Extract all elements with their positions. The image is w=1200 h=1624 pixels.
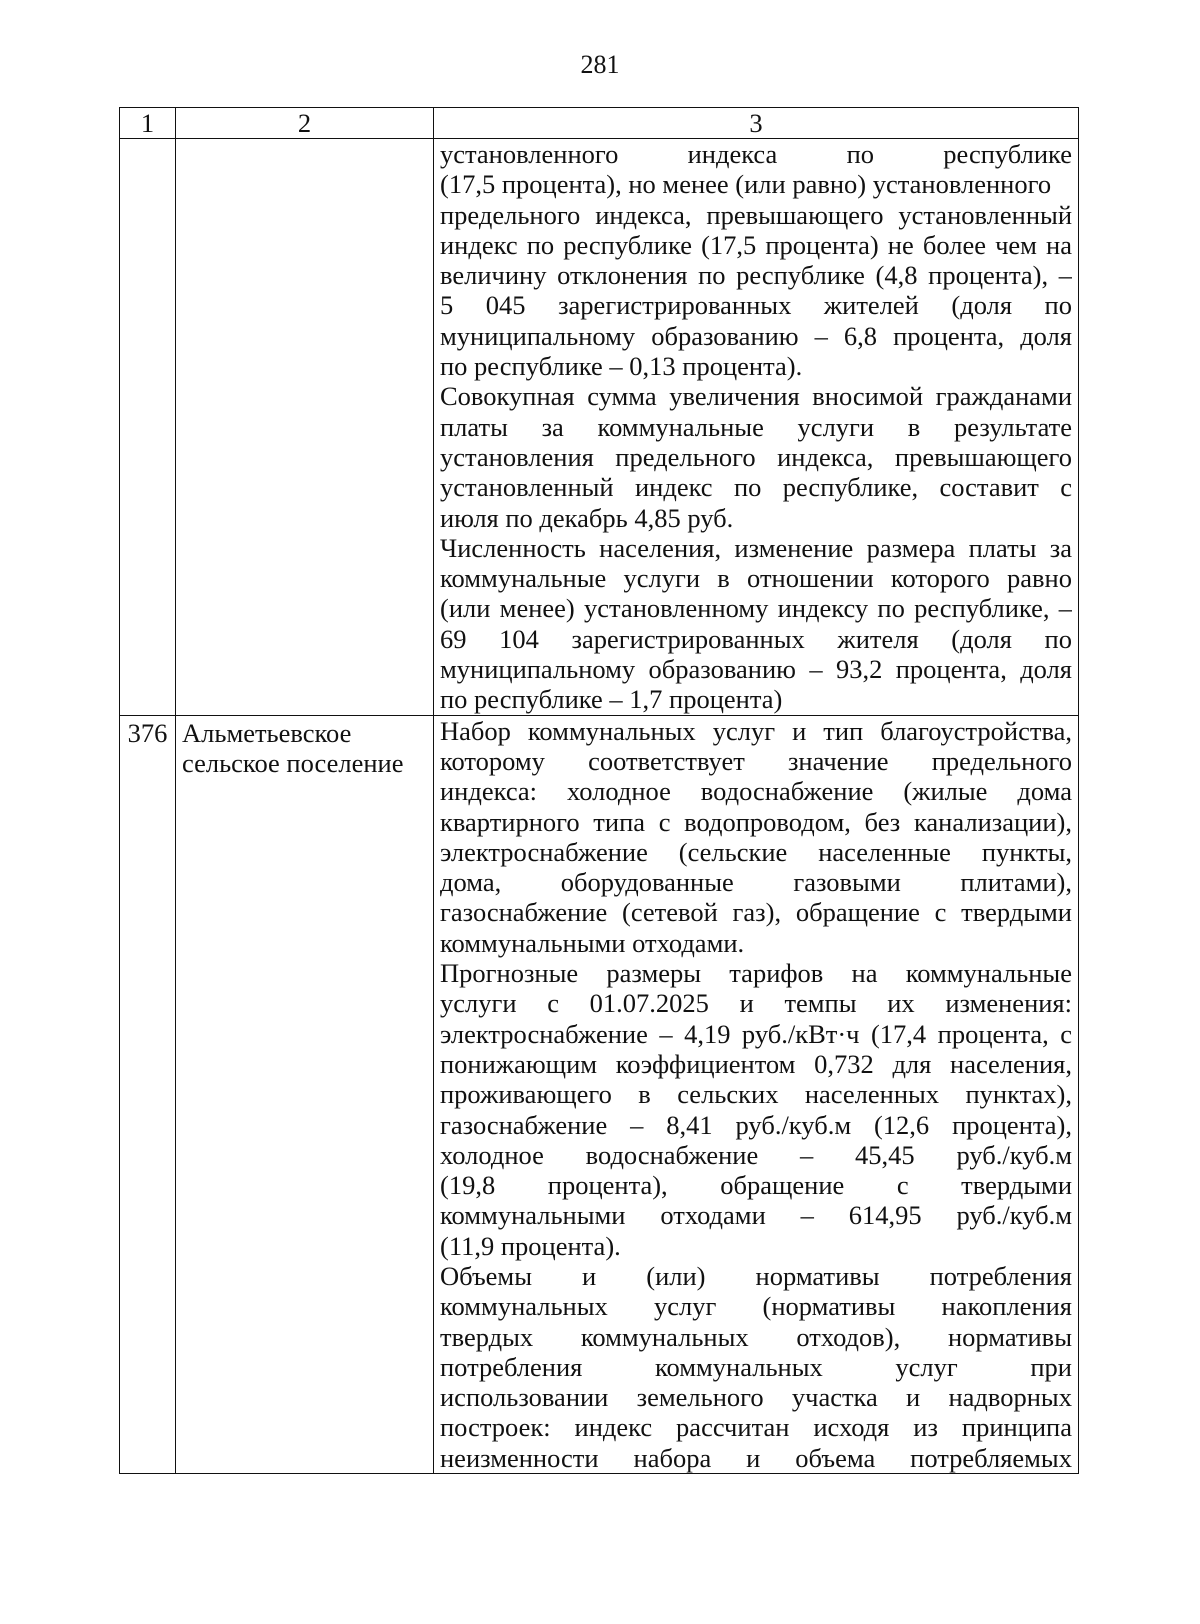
text-line: газоснабжение (сетевой газ), обращение с твердыми <box>440 897 1072 928</box>
text-line: индекса: холодное водоснабжение (жилые дома <box>440 776 1072 807</box>
municipality-name-cell <box>176 139 434 716</box>
text-line: дома, оборудованные газовыми плитами), <box>440 867 1072 898</box>
municipality-name-cell <box>176 715 434 1473</box>
text-line: (11,9 процента). <box>440 1230 621 1261</box>
text-line: электроснабжение (сельские населенные пункты, <box>440 836 1072 867</box>
text-line: электроснабжение – 4,19 руб./кВт·ч (17,4 процента, с <box>440 1018 1072 1049</box>
text-line: по республике – 0,13 процента). <box>440 351 803 382</box>
text-line: коммунальных услуг (нормативы накопления <box>440 1291 1072 1322</box>
table-row-continuation <box>120 139 1079 716</box>
row-number-cell <box>120 139 176 716</box>
description-cell <box>434 139 1079 716</box>
text-line: квартирного типа с водопроводом, без канализации), <box>440 806 1072 837</box>
text-line: Прогнозные размеры тарифов на коммунальные <box>440 958 1072 989</box>
text-line: твердых коммунальных отходов), нормативы <box>440 1321 1072 1352</box>
text-line: газоснабжение – 8,41 руб./куб.м (12,6 процента), <box>440 1109 1072 1140</box>
text-line: услуги с 01.07.2025 и темпы их изменения: <box>440 988 1072 1019</box>
text-line: индекс по республике (17,5 процента) не более чем на <box>440 229 1072 260</box>
text-line: понижающим коэффициентом 0,732 для населения, <box>440 1048 1072 1079</box>
text-line: Набор коммунальных услуг и тип благоустройства, <box>440 715 1072 746</box>
text-line: Совокупная сумма увеличения вносимой гражданами <box>440 381 1072 412</box>
text-line: коммунальные услуги в отношении которого равно <box>440 563 1072 594</box>
text-line: неизменности набора и объема потребляемых <box>440 1442 1072 1473</box>
text-line: (19,8 процента), обращение с твердыми <box>440 1170 1072 1201</box>
text-line: потребления коммунальных услуг при <box>440 1351 1072 1382</box>
name-line: сельское поселение <box>182 747 404 778</box>
name-line: Альметьевское <box>182 717 352 748</box>
text-line: предельного индекса, превышающего установленный <box>440 199 1072 230</box>
text-line: по республике – 1,7 процента) <box>440 684 783 715</box>
table-header-row <box>120 108 1079 139</box>
table-row-376 <box>120 715 1079 1473</box>
text-line: установленного индекса по республике <box>440 139 1072 169</box>
text-line: использовании земельного участка и надворных <box>440 1382 1072 1413</box>
text-line: коммунальными отходами – 614,95 руб./куб.м <box>440 1200 1072 1231</box>
text-line: платы за коммунальные услуги в результате <box>440 411 1072 442</box>
text-line: 69 104 зарегистрированных жителя (доля по <box>440 623 1072 654</box>
text-line: величину отклонения по республике (4,8 процента), – <box>440 260 1072 291</box>
row-number-cell: 376 <box>120 715 176 1473</box>
document-table <box>119 107 1079 1474</box>
page-number: 281 <box>580 50 620 79</box>
text-line: построек: индекс рассчитан исходя из принципа <box>440 1412 1072 1443</box>
text-line: июля по декабрь 4,85 руб. <box>440 502 734 533</box>
text-line: установленный индекс по республике, составит с <box>440 472 1072 503</box>
text-line: которому соответствует значение предельного <box>440 745 1072 776</box>
column-header-3: 3 <box>434 108 1079 139</box>
text-line: проживающего в сельских населенных пунктах), <box>440 1079 1072 1110</box>
description-cell <box>434 715 1079 1473</box>
text-line: 5 045 зарегистрированных жителей (доля по <box>440 290 1072 321</box>
text-line: коммунальными отходами. <box>440 927 745 958</box>
column-header-2: 2 <box>176 108 434 139</box>
text-line: муниципальному образованию – 6,8 процента, доля <box>440 320 1072 351</box>
text-line: (17,5 процента), но менее (или равно) установленного <box>440 169 1052 200</box>
text-line: муниципальному образованию – 93,2 процента, доля <box>440 654 1072 685</box>
text-line: (или менее) установленному индексу по республике, – <box>440 593 1072 624</box>
column-header-1: 1 <box>120 108 176 139</box>
text-line: установления предельного индекса, превышающего <box>440 441 1072 472</box>
text-line: Численность населения, изменение размера платы за <box>440 532 1072 563</box>
text-line: Объемы и (или) нормативы потребления <box>440 1260 1072 1291</box>
text-line: холодное водоснабжение – 45,45 руб./куб.м <box>440 1139 1072 1170</box>
